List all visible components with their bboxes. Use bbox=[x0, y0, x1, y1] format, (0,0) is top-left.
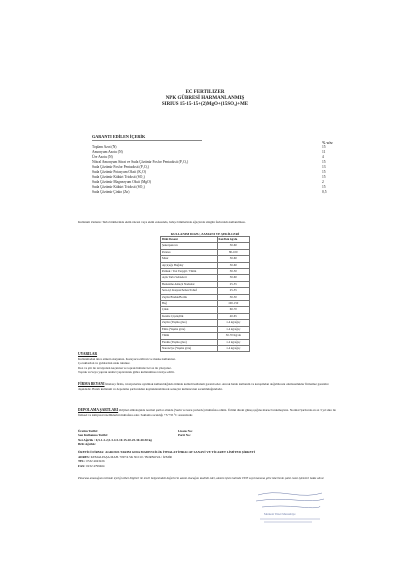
table-cell-crop: Sera-içi Karpuz/Sebze/Tohuf bbox=[161, 288, 218, 294]
table-cell-dose: 30-50 bbox=[217, 269, 250, 275]
table-cell-crop: Elma (Yaşma göre) bbox=[161, 326, 218, 332]
composition-value: 15 bbox=[322, 175, 326, 179]
composition-label: Suda Çözünür Fosfor Pentaoksit (P₂O₅) bbox=[92, 165, 150, 169]
table-cell-dose: 1-4 kg/ağaç bbox=[217, 326, 250, 332]
producer-section bbox=[78, 450, 340, 468]
firm-declaration-section bbox=[78, 382, 340, 391]
document-header bbox=[70, 90, 340, 108]
table-cell-crop: Patates bbox=[161, 249, 218, 255]
composition-row bbox=[92, 190, 342, 195]
table-cell-dose: 100-150 bbox=[217, 301, 250, 307]
table-cell-crop: Tütün bbox=[161, 333, 218, 339]
stamp-text: Merkezi Tüzel Mensubiye bbox=[264, 512, 296, 516]
table-cell-crop: Açık Tarla Sebzeleri bbox=[161, 275, 218, 281]
table-cell-crop: Zeytin (Yaşma göre) bbox=[161, 320, 218, 326]
brand-line: EC FERTILIZER bbox=[185, 90, 225, 95]
composition-value: 15 bbox=[322, 160, 326, 164]
gross-weight-label: Brüt Ağırlık: bbox=[78, 442, 96, 447]
net-weight-value: 0,5-1-2-2,5-3-4-5-10-15-20-25-30-40-50 kg bbox=[95, 437, 153, 442]
composition-label: Toplam Azot (N) bbox=[92, 145, 117, 149]
dosage-table bbox=[160, 236, 250, 352]
fax-label: FAX: bbox=[78, 463, 86, 468]
composition-value: 0,5 bbox=[322, 190, 327, 194]
table-cell-dose: 50-60 bbox=[217, 275, 250, 281]
batch-value bbox=[248, 433, 338, 437]
table-cell-dose: 25-35 bbox=[217, 281, 250, 287]
table-cell-crop: Narenciye (Yaşma göre) bbox=[161, 345, 218, 351]
warnings-section bbox=[78, 352, 340, 375]
address-label: ADRES: bbox=[78, 454, 90, 459]
phone-value: 0532 4043226 bbox=[86, 459, 105, 464]
dosage-table-section bbox=[160, 232, 250, 352]
document-page bbox=[70, 90, 340, 516]
storage-section bbox=[78, 408, 340, 417]
firm-declaration-title: FİRMA BEYANI bbox=[78, 382, 105, 386]
warnings-title: UYARILAR bbox=[78, 352, 98, 356]
dosage-col-header-dose: Kat/Dek kg/da bbox=[217, 237, 250, 243]
composition-label: Suda Çözünür Kükürt Trioksit (SO₃) bbox=[92, 175, 145, 179]
composition-value: 2 bbox=[322, 180, 324, 184]
usage-intro: Kullanım Zamanı: Tarla bitkilerinde ekim öncesi veya ekim esnasında, bahçe bitkilerinde ağaçlarda süzgün fazlarında kullanılması. bbox=[78, 220, 246, 224]
composition-label: Suda Çözünür Potasyum Oksit (K₂O) bbox=[92, 170, 146, 174]
batch-label: Parti No: bbox=[178, 433, 191, 438]
address-value: KEMALPAŞA MAH. 7097/4 SK NO:10 / BORNOVA / İZMİR bbox=[90, 454, 172, 459]
table-cell-crop: Pamuk / Tuz Turpgil / Tütün bbox=[161, 269, 218, 275]
composition-label: Üre Azotu (N) bbox=[92, 155, 113, 159]
composition-rows bbox=[92, 145, 342, 195]
composition-value: 4 bbox=[322, 155, 324, 159]
table-cell-dose: 1-2 kg/ağaç bbox=[217, 339, 250, 345]
expiry-label: Son Kullanma Tarihi: bbox=[78, 433, 108, 438]
composition-title: GARANTI EDİLEN İÇERİK bbox=[92, 134, 202, 141]
table-cell-crop: Çilek bbox=[161, 307, 218, 313]
composition-label: Suda Çözünür Kükürt Trioksit (SO₃) bbox=[92, 185, 145, 189]
composition-label: Amonyum Azotu (N) bbox=[92, 150, 123, 154]
warning-line: Kullanmadan önce etiketi okuyunuz. Koruyucu eldiven ve maske kullanınız. bbox=[78, 356, 176, 361]
table-cell-crop: Fındık (Yaşma göre) bbox=[161, 339, 218, 345]
table-cell-crop: Beslenme Amaçlı Nadaslar bbox=[161, 281, 218, 287]
table-row bbox=[161, 345, 250, 351]
license-label: Lisans No: bbox=[178, 429, 193, 433]
composition-label: Suda Çözünür Çinko (Zn) bbox=[92, 190, 130, 194]
table-cell-dose: 80-100 bbox=[217, 249, 250, 255]
net-weight-label: Net Ağırlık : bbox=[78, 437, 95, 442]
producer-label: ÜRETİCİ FİRMA: bbox=[78, 450, 105, 454]
composition-section bbox=[92, 128, 342, 195]
table-cell-dose: 1-4 kg/ağaç bbox=[217, 345, 250, 351]
storage-title: DEPOLAMA ŞARTLARI bbox=[78, 408, 119, 412]
storage-text: Orijinal ambalajında normal şartlar altında (Serin ve kuru yerlerde) muhafaza ediniz. Ürünü direkt güneş ışığına maruz bırakmayınız. Normal Şartlarda en az 3 yıl süre ile fiziksel ve kimyasal özelliklerini muhafaza eder. Saklama sıcaklığı +5/+35 °C arasındadır. bbox=[78, 408, 336, 417]
warning-line: Çocuklardan ve gıdalardan uzak tutunuz. bbox=[78, 361, 131, 366]
table-cell-crop: Bağ bbox=[161, 301, 218, 307]
table-cell-dose: 1-4 kg/ağaç bbox=[217, 320, 250, 326]
table-cell-dose: 50-60 bbox=[217, 262, 250, 268]
footer-note: Pinarasa amasoğunu istimde içeriği etiket bilgileri ile tescil belgesindeki değerlerin azami olacağını taahhüt eder, akımin işlem halinde TZ33 sayılı kanuna göre tekerlenin şahsi cezai işlemleri hakkı alınır. bbox=[78, 476, 325, 480]
production-date-label: Üretim Tarihi: bbox=[78, 429, 98, 433]
composition-value: 15 bbox=[322, 145, 326, 149]
composition-value: 13 bbox=[322, 165, 326, 169]
warning-line: Toprak ve/veya yaprak analizi yaptırılarak gübre kullanılması tavsiye edilir. bbox=[78, 370, 175, 375]
table-cell-dose: 50-70 Kg/da bbox=[217, 333, 250, 339]
table-cell-crop: Kesme Çiçekçilik bbox=[161, 313, 218, 319]
composition-label: Nötral Amonyum Sitrat ve Suda Çözünür Fosfor Pentaoksit (P₂O₅) bbox=[92, 160, 189, 164]
warning-line: Doz ve şiir ile tavsiyeden kaçınınız ve toprak halinde bel az ile yıkayınız. bbox=[78, 365, 172, 370]
composition-value: 11 bbox=[322, 150, 326, 154]
product-type-line: NPK GÜBRESİ HARMANLANMIŞ bbox=[165, 96, 245, 101]
composition-value: 15 bbox=[322, 185, 326, 189]
producer-value: AGROSIS TARIM GIDA MADENCİLİK İTHALAT İHRACAT SANAYİ VE TİCARET LİMİTED ŞİRKETİ bbox=[105, 450, 255, 454]
table-cell-crop: Şekerpancarı bbox=[161, 243, 218, 249]
table-cell-dose: 60-70 bbox=[217, 307, 250, 313]
table-cell-dose: 50-60 bbox=[217, 256, 250, 262]
composition-label: Suda Çözünür Magnezyum Oksit (MgO) bbox=[92, 180, 151, 184]
meta-section bbox=[78, 429, 340, 447]
table-cell-dose: 40-65 bbox=[217, 313, 250, 319]
firm-declaration-text: İmalatçı firma, tavsiyelerine uyulmak kullanıldığında üründe kaliteli kullanım garanti eder. Ancak hatalı kullanım ve karışımdan doğabilecek olumsuzluklar firmamız garantisi dışındadır. Hatalı kullanım ve depolama şartlarından kaynaklanabilecek sonuçlar kullanıcının sorumluluğundadır. bbox=[78, 382, 329, 391]
product-name-line: SIRIUS 15-15-15+(2)MgO+(15SO₃)+ME bbox=[161, 102, 249, 107]
dosage-col-header-crop: Bitki Deseni bbox=[161, 237, 218, 243]
fax-value: 0232 4799464 bbox=[86, 463, 105, 468]
table-cell-dose: 50-60 bbox=[217, 243, 250, 249]
table-cell-crop: Ayçiçeği, Buğday bbox=[161, 262, 218, 268]
table-cell-crop: Mısır bbox=[161, 256, 218, 262]
dosage-table-title: KULLANIM DOZU, ZAMANI VE ŞEKİLLERİ bbox=[170, 232, 240, 236]
official-stamp bbox=[250, 485, 330, 525]
composition-value: 15 bbox=[322, 170, 326, 174]
composition-unit-header: % w/w bbox=[322, 141, 333, 145]
table-cell-crop: Zeytin/Fındık/Bortlu bbox=[161, 294, 218, 300]
table-cell-dose: 30-50 bbox=[217, 294, 250, 300]
table-cell-dose: 25-35 bbox=[217, 288, 250, 294]
phone-label: TEL: bbox=[78, 459, 86, 464]
